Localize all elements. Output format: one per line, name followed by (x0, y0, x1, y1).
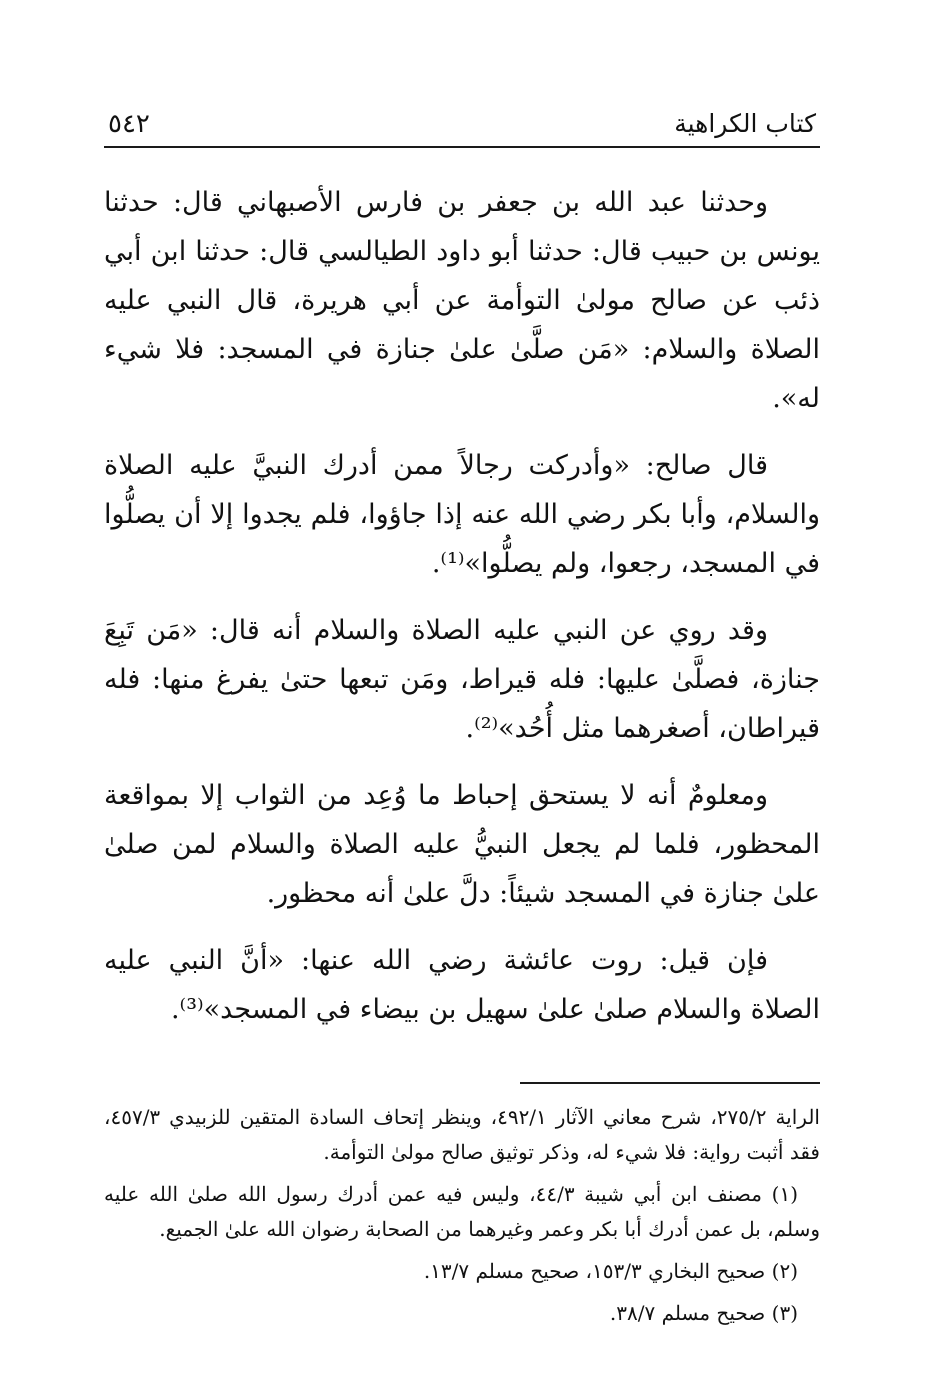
page-number: ٥٤٢ (108, 109, 150, 139)
paragraph: فإن قيل: روت عائشة رضي الله عنها: «أنَّ النبي عليه الصلاة والسلام صلىٰ علىٰ سهيل بن بيضاء في المسجد»⁽³⁾. (104, 945, 820, 1025)
paragraph: وقد روي عن النبي عليه الصلاة والسلام أنه قال: «مَن تَبِعَ جنازة، فصلَّىٰ عليها: فله قيراط، ومَن تبعها حتىٰ يفرغ منها: فله قيراطان، أصغرهما مثل أُحُد»⁽²⁾. (104, 615, 820, 744)
running-title: كتاب الكراهية (674, 109, 816, 138)
paragraph: قال صالح: «وأدركت رجالاً ممن أدرك النبيَّ عليه الصلاة والسلام، وأبا بكر رضي الله عنه إذا جاؤوا، فلم يجدوا إلا أن يصلُّوا في المسجد، رجعوا، ولم يصلُّوا»⁽¹⁾. (104, 450, 820, 579)
main-text (104, 178, 820, 1034)
footnote: (١) مصنف ابن أبي شيبة ٤٤/٣، وليس فيه عمن أدرك رسول الله صلىٰ الله عليه وسلم، بل عمن أدرك أبا بكر وعمر وغيرهما من الصحابة رضوان الله علىٰ الجميع. (104, 1182, 820, 1241)
page-header (104, 100, 820, 148)
footnotes (104, 1100, 820, 1331)
paragraph: ومعلومٌ أنه لا يستحق إحباط ما وُعِد من الثواب إلا بمواقعة المحظور، فلما لم يجعل النبيُّ عليه الصلاة والسلام لمن صلىٰ علىٰ جنازة في المسجد شيئاً: دلَّ علىٰ أنه محظور. (104, 780, 820, 909)
footnote: (٢) صحيح البخاري ١٥٣/٣، صحيح مسلم ١٣/٧. (423, 1259, 798, 1283)
footnote: الراية ٢٧٥/٢، شرح معاني الآثار ٤٩٢/١، وينظر إتحاف السادة المتقين للزبيدي ٤٥٧/٣، فقد أثبت رواية: فلا شيء له، وذكر توثيق صالح مولىٰ التوأمة. (104, 1105, 820, 1164)
book-page (104, 100, 820, 1338)
footnote-separator (520, 1082, 820, 1084)
footnote: (٣) صحيح مسلم ٣٨/٧. (609, 1301, 798, 1325)
paragraph: وحدثنا عبد الله بن جعفر بن فارس الأصبهاني قال: حدثنا يونس بن حبيب قال: حدثنا أبو داود الطيالسي قال: حدثنا ابن أبي ذئب عن صالح مولىٰ التوأمة عن أبي هريرة، قال النبي عليه الصلاة والسلام: «مَن صلَّىٰ علىٰ جنازة في المسجد: فلا شيء له». (104, 187, 820, 414)
